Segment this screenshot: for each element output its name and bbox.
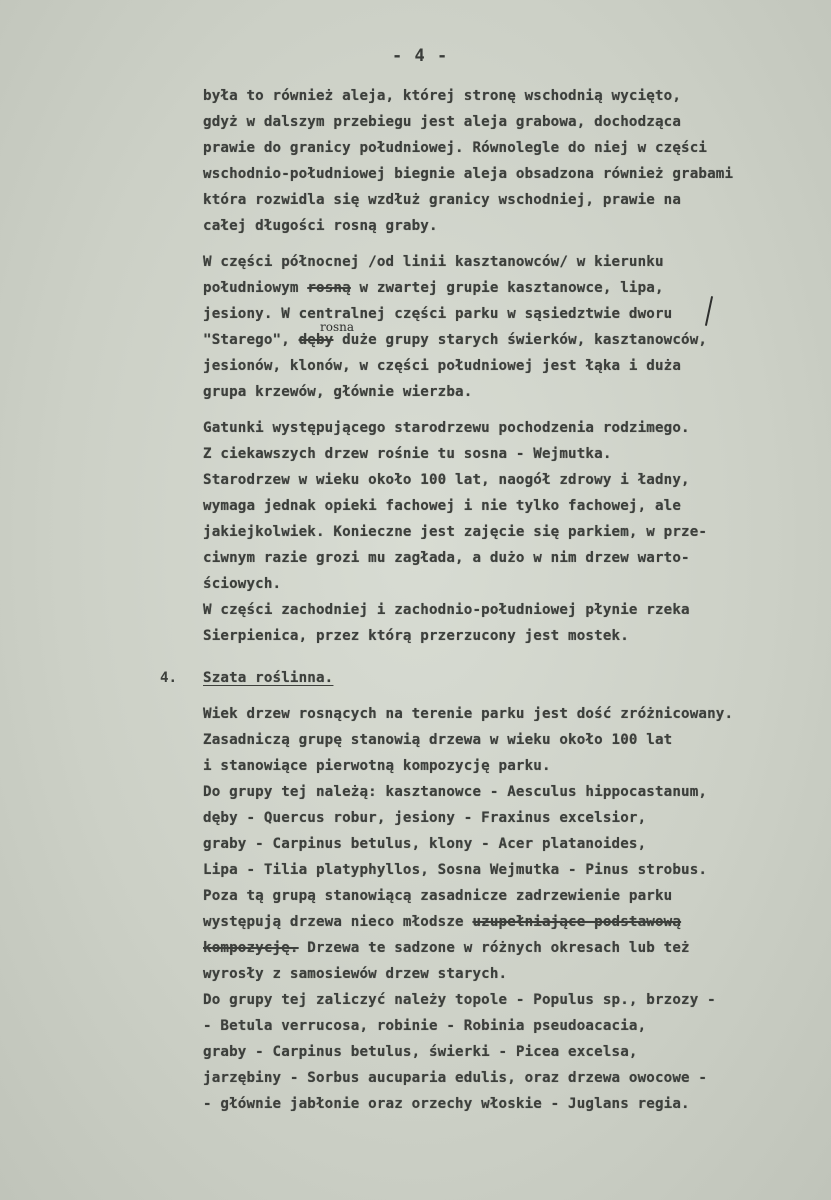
text-line: - głównie jabłonie oraz orzechy włoskie - Juglans regia. bbox=[203, 1096, 690, 1112]
struck-text: rosną bbox=[307, 280, 351, 296]
text-line: jarzębiny - Sorbus aucuparia edulis, oraz drzewa owocowe - bbox=[203, 1070, 708, 1086]
text-line: całej długości rosną graby. bbox=[203, 218, 438, 234]
text-line: jakiejkolwiek. Konieczne jest zajęcie się parkiem, w prze- bbox=[203, 524, 708, 540]
struck-text: uzupełniające podstawową bbox=[472, 914, 682, 930]
section-title: Szata roślinna. bbox=[203, 670, 334, 686]
text-line: wyrosły z samosiewów drzew starych. bbox=[203, 966, 508, 982]
text-line: Sierpienica, przez którą przerzucony jest mostek. bbox=[203, 628, 629, 644]
text-line: ciwnym razie grozi mu zagłada, a dużo w nim drzew warto- bbox=[203, 550, 690, 566]
struck-text: dęby bbox=[298, 332, 334, 348]
text-line: Starodrzew w wieku około 100 lat, naogół zdrowy i ładny, bbox=[203, 472, 690, 488]
text-line: Zasadniczą grupę stanowią drzewa w wieku około 100 lat bbox=[203, 732, 673, 748]
text-fragment: w zwartej grupie kasztanowce, lipa, bbox=[350, 280, 664, 296]
text-line: grupa krzewów, głównie wierzba. bbox=[203, 384, 473, 400]
text-line: Gatunki występującego starodrzewu pochodzenia rodzimego. bbox=[203, 420, 690, 436]
text-line: wschodnio-południowej biegnie aleja obsadzona również grabami bbox=[203, 166, 734, 182]
text-line bbox=[203, 332, 707, 348]
text-line: gdyż w dalszym przebiegu jest aleja grabowa, dochodząca bbox=[203, 114, 682, 130]
handwritten-insertion: rosna bbox=[320, 320, 355, 334]
text-line: Do grupy tej zaliczyć należy topole - Populus sp., brzozy - bbox=[203, 992, 716, 1008]
text-fragment: Drzewa te sadzone w różnych okresach lub też bbox=[298, 940, 690, 956]
text-line: jesiony. W centralnej części parku w sąsiedztwie dworu bbox=[203, 306, 673, 322]
handwritten-mark bbox=[705, 296, 713, 326]
section-number: 4. bbox=[160, 670, 178, 686]
text-fragment: południowym bbox=[203, 280, 308, 296]
text-line: W części północnej /od linii kasztanowców/ w kierunku bbox=[203, 254, 664, 270]
text-line: ściowych. bbox=[203, 576, 282, 592]
text-line: - Betula verrucosa, robinie - Robinia pseudoacacia, bbox=[203, 1018, 647, 1034]
struck-text: kompozycję. bbox=[203, 940, 299, 956]
text-line: prawie do granicy południowej. Równolegle do niej w części bbox=[203, 140, 708, 156]
text-line: dęby - Quercus robur, jesiony - Fraxinus excelsior, bbox=[203, 810, 647, 826]
text-line: W części zachodniej i zachodnio-południowej płynie rzeka bbox=[203, 602, 690, 618]
text-line: jesionów, klonów, w części południowej jest łąka i duża bbox=[203, 358, 682, 374]
text-line: Do grupy tej należą: kasztanowce - Aesculus hippocastanum, bbox=[203, 784, 708, 800]
text-line: Wiek drzew rosnących na terenie parku jest dość zróżnicowany. bbox=[203, 706, 734, 722]
text-line: była to również aleja, której stronę wschodnią wycięto, bbox=[203, 88, 682, 104]
text-line bbox=[203, 940, 690, 956]
text-line: Lipa - Tilia platyphyllos, Sosna Wejmutka - Pinus strobus. bbox=[203, 862, 708, 878]
text-line bbox=[203, 914, 681, 930]
text-line: Z ciekawszych drzew rośnie tu sosna - Wejmutka. bbox=[203, 446, 612, 462]
text-line: graby - Carpinus betulus, świerki - Picea excelsa, bbox=[203, 1044, 638, 1060]
page-number: - 4 - bbox=[392, 46, 449, 66]
text-fragment: "Starego", bbox=[203, 332, 299, 348]
text-line: graby - Carpinus betulus, klony - Acer platanoides, bbox=[203, 836, 647, 852]
text-line: która rozwidla się wzdłuż granicy wschodniej, prawie na bbox=[203, 192, 682, 208]
text-line: wymaga jednak opieki fachowej i nie tylko fachowej, ale bbox=[203, 498, 682, 514]
text-line bbox=[203, 280, 664, 296]
text-line: i stanowiące pierwotną kompozycję parku. bbox=[203, 758, 551, 774]
text-fragment: występują drzewa nieco młodsze bbox=[203, 914, 473, 930]
text-line: Poza tą grupą stanowiącą zasadnicze zadrzewienie parku bbox=[203, 888, 673, 904]
text-fragment: duże grupy starych świerków, kasztanowców, bbox=[333, 332, 708, 348]
